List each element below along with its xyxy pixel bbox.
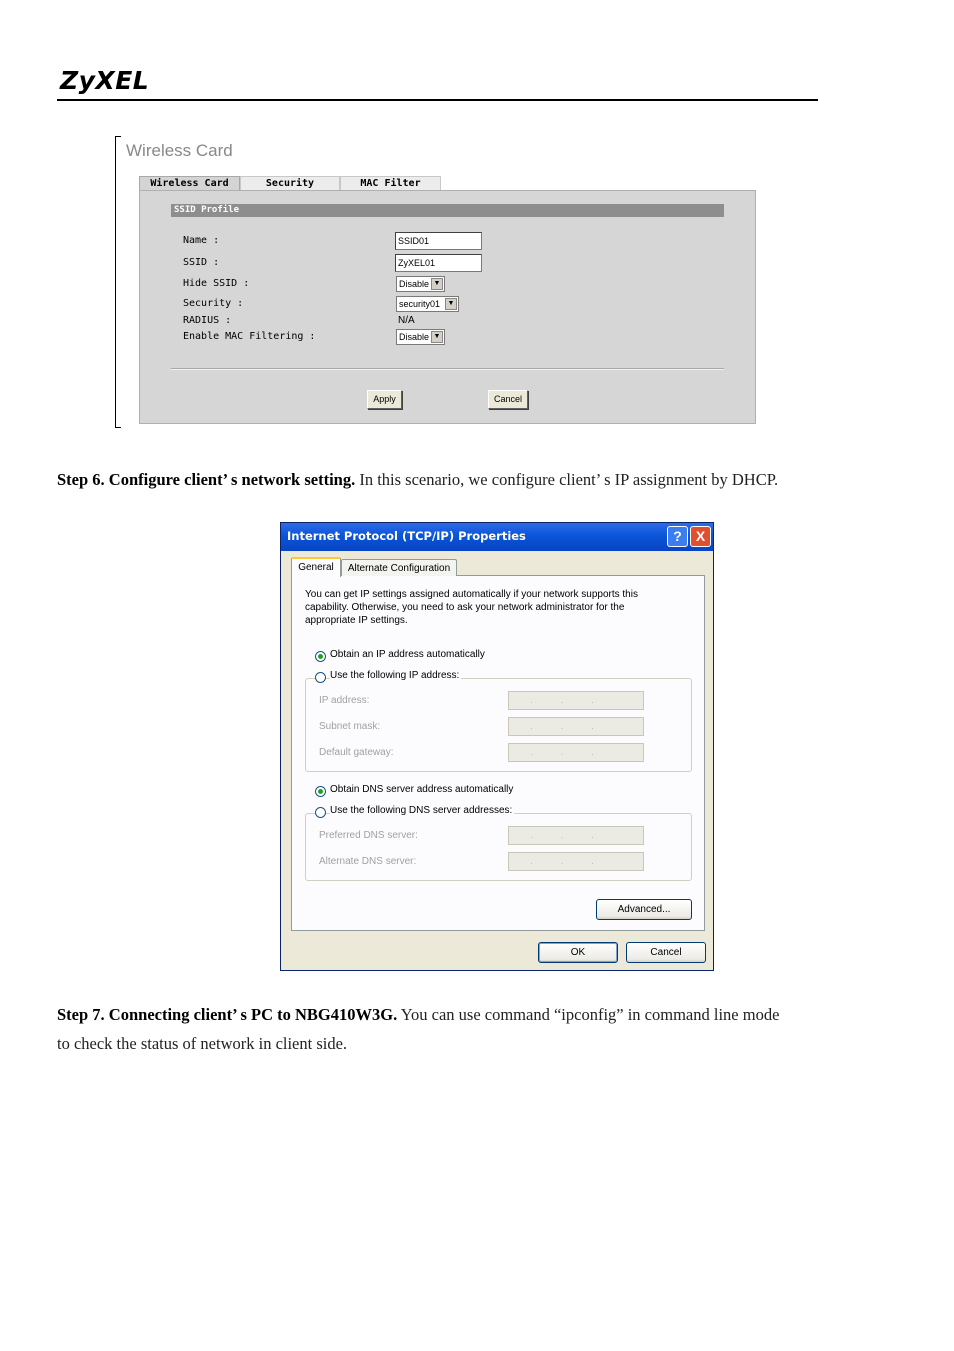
hide-ssid-select[interactable] <box>396 276 445 292</box>
dropdown-arrow-icon[interactable]: ▼ <box>431 331 443 343</box>
step7-text-1: You can use command “ipconfig” in command line mode <box>397 1005 780 1024</box>
step7-paragraph <box>57 1000 897 1058</box>
ssid-input[interactable]: ZyXEL01 <box>395 254 482 272</box>
radius-label: RADIUS : <box>183 315 232 326</box>
hide-ssid-value: Disable <box>399 279 430 289</box>
alternate-dns-label: Alternate DNS server: <box>319 856 417 867</box>
step7-heading: Step 7. Connecting client’ s PC to NBG410W3G. <box>57 1005 398 1024</box>
mac-filtering-label: Enable MAC Filtering : <box>183 331 316 342</box>
name-label: Name : <box>183 235 220 246</box>
intro-line-1: You can get IP settings assigned automatically if your network supports this <box>305 589 638 600</box>
help-icon[interactable]: ? <box>667 526 688 547</box>
default-gateway-label: Default gateway: <box>319 747 394 758</box>
radio-auto-dns[interactable] <box>315 786 326 797</box>
tab-alternate-configuration[interactable]: Alternate Configuration <box>341 559 457 576</box>
ssid-label: SSID : <box>183 257 220 268</box>
radio-manual-ip[interactable] <box>315 672 326 683</box>
mac-filtering-select[interactable] <box>396 329 445 345</box>
tab-mac-filter[interactable]: MAC Filter <box>340 176 441 190</box>
security-label: Security : <box>183 298 244 309</box>
preferred-dns-input[interactable]: ... <box>508 826 644 845</box>
advanced-button[interactable]: Advanced... <box>596 899 692 920</box>
zyxel-logo: ZyXEL <box>60 66 150 95</box>
intro-text <box>305 588 638 627</box>
mac-filtering-value: Disable <box>399 332 430 342</box>
security-value: security01 <box>399 299 441 309</box>
name-input[interactable]: SSID01 <box>395 232 482 250</box>
ssid-profile-header: SSID Profile <box>171 204 724 217</box>
default-gateway-input[interactable]: ... <box>508 743 644 762</box>
ok-button[interactable]: OK <box>538 942 618 963</box>
ip-address-label: IP address: <box>319 695 370 706</box>
intro-line-3: appropriate IP settings. <box>305 615 408 626</box>
radio-manual-dns[interactable] <box>315 807 326 818</box>
step6-paragraph <box>57 465 897 494</box>
preferred-dns-label: Preferred DNS server: <box>319 830 418 841</box>
tab-general[interactable]: General <box>291 557 341 577</box>
intro-line-2: capability. Otherwise, you need to ask your network administrator for the <box>305 602 625 613</box>
subnet-mask-input[interactable]: ... <box>508 717 644 736</box>
step7-line-1 <box>57 1000 897 1029</box>
subnet-mask-label: Subnet mask: <box>319 721 381 732</box>
panel-separator <box>171 368 724 370</box>
dropdown-arrow-icon[interactable]: ▼ <box>445 298 457 310</box>
tab-security[interactable]: Security <box>240 176 340 190</box>
radio-manual-dns-label[interactable]: Use the following DNS server addresses: <box>330 805 513 816</box>
radius-value: N/A <box>398 315 415 326</box>
tab-wireless-card[interactable]: Wireless Card <box>139 176 240 190</box>
dialog-cancel-button[interactable]: Cancel <box>626 942 706 963</box>
alternate-dns-input[interactable]: ... <box>508 852 644 871</box>
radio-manual-ip-label[interactable]: Use the following IP address: <box>330 670 460 681</box>
header-rule <box>57 99 818 101</box>
step6-heading: Step 6. Configure client’ s network setting. <box>57 470 356 489</box>
close-icon[interactable]: X <box>690 526 711 547</box>
hide-ssid-label: Hide SSID : <box>183 278 250 289</box>
dialog-title: Internet Protocol (TCP/IP) Properties <box>287 529 526 543</box>
apply-button[interactable]: Apply <box>367 390 402 409</box>
figure-bracket <box>115 136 121 428</box>
ip-address-input[interactable]: ... <box>508 691 644 710</box>
security-select[interactable] <box>396 296 459 312</box>
wireless-card-title: Wireless Card <box>126 141 233 160</box>
dropdown-arrow-icon[interactable]: ▼ <box>431 278 443 290</box>
cancel-button[interactable]: Cancel <box>488 390 528 409</box>
radio-auto-ip-label[interactable]: Obtain an IP address automatically <box>330 649 485 660</box>
step6-text: In this scenario, we configure client’ s IP assignment by DHCP. <box>355 470 779 489</box>
radio-auto-dns-label[interactable]: Obtain DNS server address automatically <box>330 784 514 795</box>
step7-line-2: to check the status of network in client side. <box>57 1034 348 1053</box>
radio-auto-ip[interactable] <box>315 651 326 662</box>
